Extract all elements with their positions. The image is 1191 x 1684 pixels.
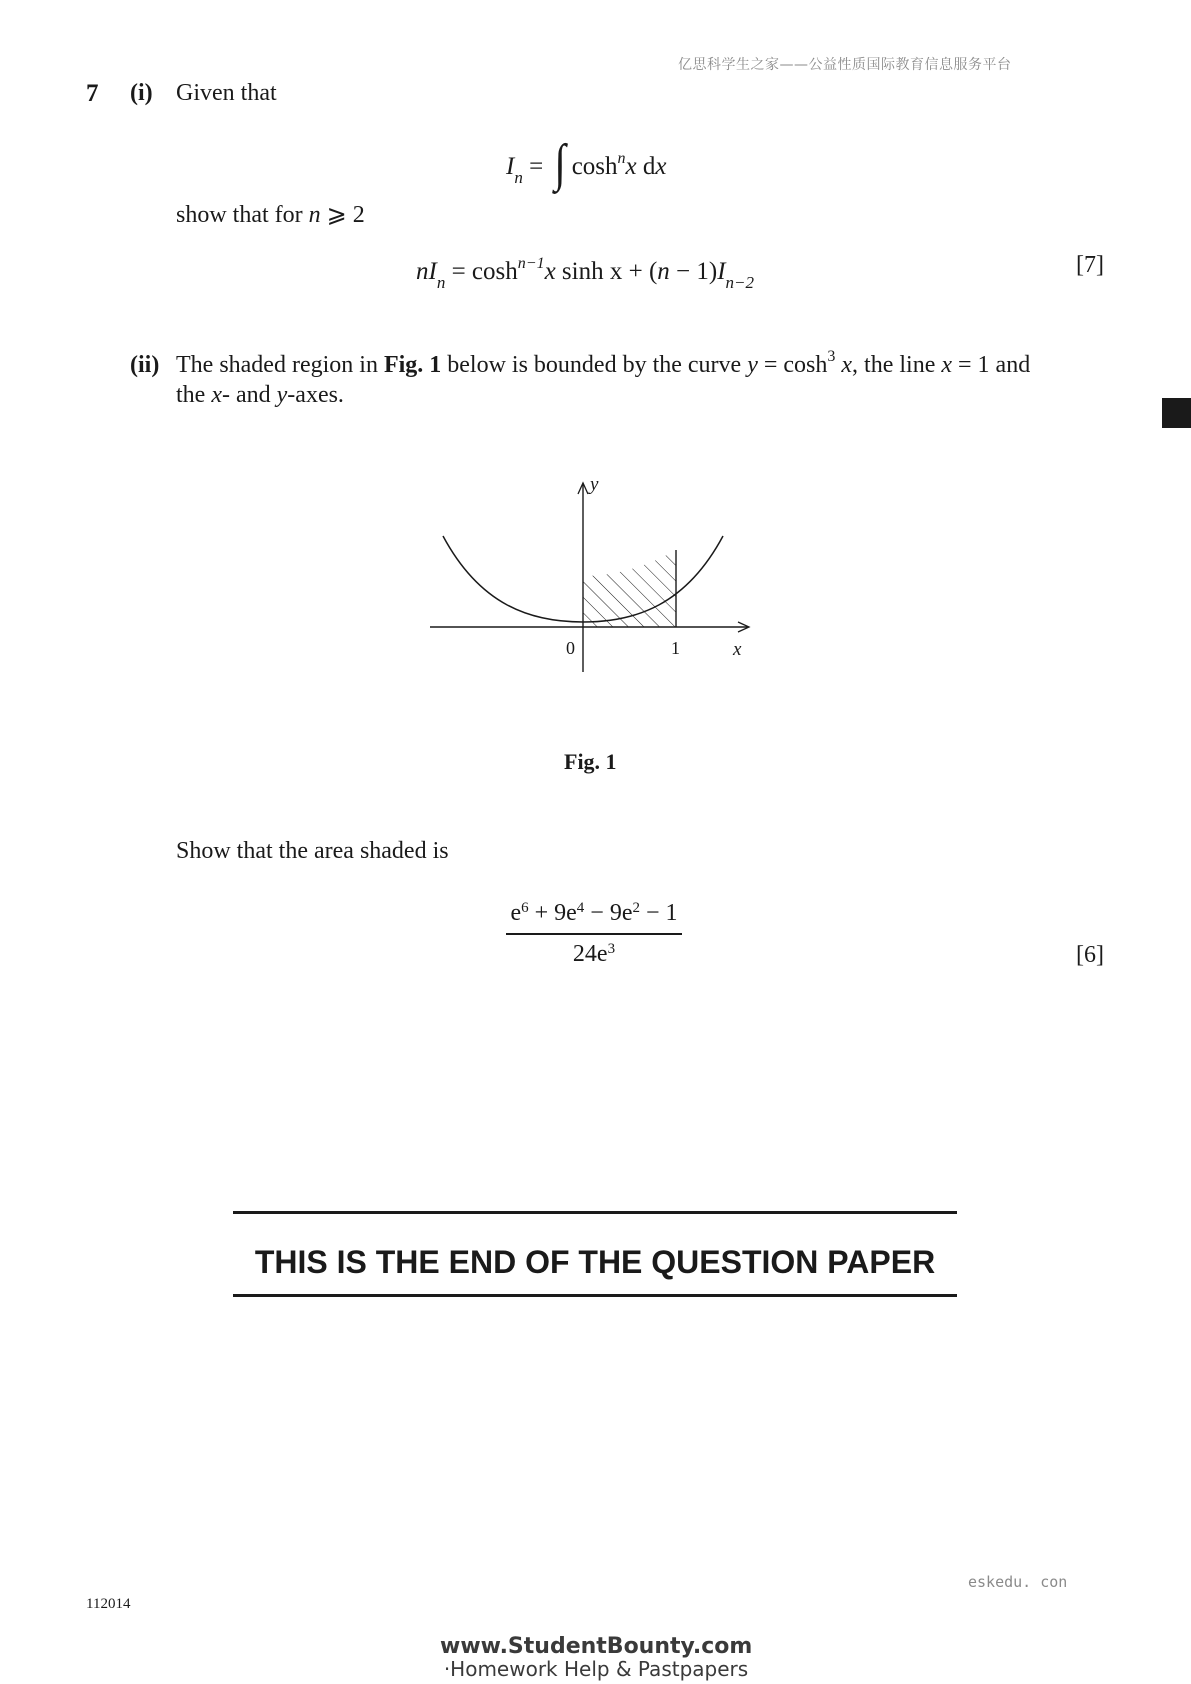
fraction-denominator [506,941,682,968]
equation-integral-definition [506,128,667,192]
term: − 9e [584,900,633,926]
cube-exponent: 3 [827,348,836,365]
eq1-body: cosh [571,153,618,180]
eq2-sub2: n−2 [725,273,755,292]
equation-reduction-formula [416,255,755,292]
condition-rel: ⩾ 2 [320,202,365,228]
origin-label: 0 [566,638,575,658]
integral-sign: ∫ [554,135,567,192]
area-fraction [506,900,682,968]
figure-caption: Fig. 1 [564,749,617,774]
part-ii-line2 [176,382,344,409]
figure-1-graph [420,450,770,720]
condition-var: n [308,202,321,228]
x-axis-label: x [733,639,742,660]
part-ii-show: Show that the area shaded is [176,838,449,864]
end-rule-top [233,1211,957,1214]
brand-line-2: ·Homework Help & Pastpapers [443,1657,749,1681]
eq2-sup: n−1 [517,255,545,272]
eq1-dvar: x [655,153,667,180]
var-x: x [835,352,853,378]
eq2-n: n [416,258,429,285]
text: = cosh [757,352,828,378]
condition-prefix: show that for [176,202,309,228]
text: - and [221,382,277,408]
page-edge-tab [1162,398,1191,428]
eq2-mid: − 1) [669,258,718,285]
brand-line-1: www.StudentBounty.com [440,1634,753,1659]
exponent: 6 [521,900,529,916]
eq1-body-sup: n [617,150,626,167]
exponent: 3 [607,940,616,957]
header-watermark: 亿思科学生之家——公益性质国际教育信息服务平台 [678,57,1012,73]
eq2-x: x [544,258,556,285]
eq2-n2: n [657,258,670,285]
eq1-var: x [625,153,637,180]
text: below is bounded by the curve [441,352,748,378]
y-axis-label: y [590,474,599,495]
fraction-bar [506,933,682,935]
term: e [510,900,522,926]
studentbounty-logo [440,1636,752,1680]
exponent: 2 [632,900,640,916]
eq1-lhs-sub: n [514,168,523,187]
part-ii-line1 [176,348,1031,379]
term: + 9e [528,900,577,926]
eq2-sinh: sinh x + ( [555,258,658,285]
question-number: 7 [86,80,99,107]
text: , the line [852,352,942,378]
footer-code: 112014 [86,1596,131,1612]
tick-label-1: 1 [671,638,680,658]
part-ii-label: (ii) [130,352,160,378]
fraction-numerator [506,900,682,927]
text: the [176,382,212,408]
part-i-condition [176,200,365,229]
exponent: 4 [576,900,585,916]
marks-part-ii: [6] [1076,942,1104,968]
text: -axes. [287,382,344,408]
text: The shaded region in [176,352,384,378]
text: = 1 and [952,352,1031,378]
var-x: x [941,352,953,378]
eq1-equals: = [529,153,544,180]
var-y: y [276,382,288,408]
term: 24e [572,940,608,967]
end-rule-bottom [233,1294,957,1297]
part-i-intro: Given that [176,80,277,106]
eq1-lhs: I [506,153,515,180]
end-of-paper-notice: THIS IS THE END OF THE QUESTION PAPER [254,1244,936,1280]
eq2-cosh: = cosh [445,258,518,285]
eq2-sub-n: n [436,273,446,292]
var-y: y [747,352,758,378]
term: − 1 [639,900,678,926]
part-i-label: (i) [130,80,153,106]
footer-site: eskedu. con [968,1573,1068,1591]
eq1-d: d [642,153,656,180]
marks-part-i: [7] [1076,252,1104,278]
eq2-I2: I [717,258,726,285]
fig-reference: Fig. 1 [383,352,442,378]
eq2-I: I [428,258,437,285]
var-x: x [211,382,222,408]
